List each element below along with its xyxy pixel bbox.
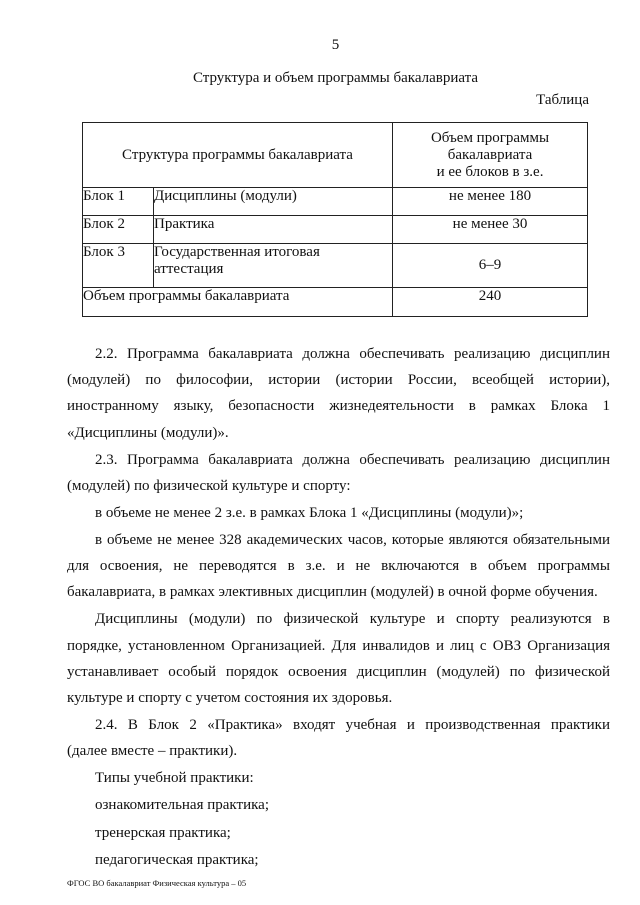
block-name-line: Дисциплины (модули) — [154, 188, 297, 204]
text-line: Дисциплины (модули) по физической культуре и спорту реализуются в — [95, 611, 610, 628]
text-line: тренерская практика; — [95, 824, 231, 841]
block-volume-cell: 6–9 — [393, 244, 588, 288]
text-line: культуре и спорту с учетом состояния их здоровья. — [67, 690, 393, 706]
text-line: 2.3. Программа бакалавриата должна обеспечивать реализацию дисциплин — [95, 451, 610, 468]
list-item-practice-type — [67, 792, 610, 818]
block-volume-cell: не менее 30 — [393, 216, 588, 244]
page-number: 5 — [331, 37, 340, 53]
table-row — [83, 244, 588, 288]
text-line: педагогическая практика; — [95, 851, 259, 868]
text-line: (далее вместе – практики). — [67, 743, 238, 760]
table-header-volume-line: бакалавриата — [447, 146, 533, 163]
table-header-volume-line: и ее блоков в з.е. — [436, 163, 544, 180]
paragraph-2-2 — [67, 341, 610, 446]
total-volume-cell: 240 — [393, 288, 588, 317]
block-name-line: Практика — [154, 216, 215, 232]
block-volume-cell: не менее 180 — [393, 188, 588, 216]
text-line: ознакомительная практика; — [95, 797, 269, 814]
text-line: бакалавриата, в рамках элективных дисциплин (модулей) в очной форме обучения. — [67, 584, 598, 601]
text-line: для освоения, не переводятся в з.е. и не включаются в объем программы — [67, 558, 610, 575]
block-name-cell — [154, 188, 393, 216]
text-line: (модулей) по физической культуре и спорту: — [67, 477, 351, 494]
document-title: Структура и объем программы бакалавриата — [192, 70, 479, 86]
total-label-cell: Объем программы бакалавриата — [83, 288, 393, 317]
text-line: 2.2. Программа бакалавриата должна обеспечивать реализацию дисциплин — [95, 346, 610, 362]
text-line: порядке, установленном Организацией. Для инвалидов и лиц с ОВЗ Организация — [67, 637, 610, 654]
paragraph-2-3 — [67, 447, 610, 499]
table-header-volume — [393, 123, 588, 188]
text-line: (модулей) по философии, истории (истории России, всеобщей истории), — [67, 372, 610, 389]
text-line: 2.4. В Блок 2 «Практика» входят учебная и производственная практики — [95, 717, 610, 734]
table-header-volume-line: Объем программы — [430, 129, 550, 146]
paragraph-pe-credits — [67, 500, 610, 526]
program-structure-table — [82, 122, 588, 317]
block-cell: Блок 1 — [83, 188, 154, 216]
table-total-row — [83, 288, 588, 317]
list-item-practice-type — [67, 847, 610, 873]
table-header-row — [83, 123, 588, 188]
paragraph-practice-types — [67, 765, 610, 791]
text-line: Типы учебной практики: — [95, 770, 254, 787]
text-line: иностранному языку, безопасности жизнедеятельности в рамках Блока 1 — [67, 398, 610, 415]
paragraph-pe-hours — [67, 527, 610, 606]
text-line: устанавливает особый порядок освоения дисциплин (модулей) по физической — [67, 663, 610, 680]
paragraph-pe-procedure — [67, 606, 610, 711]
paragraph-2-4 — [67, 712, 610, 764]
block-cell: Блок 3 — [83, 244, 154, 288]
block-name-cell — [154, 244, 393, 288]
text-line: «Дисциплины (модули)». — [67, 424, 229, 441]
table-row — [83, 188, 588, 216]
text-line: в объеме не менее 2 з.е. в рамках Блока 1 «Дисциплины (модули)»; — [95, 504, 524, 521]
text-line: в объеме не менее 328 академических часов, которые являются обязательными — [95, 531, 610, 548]
table-caption: Таблица — [536, 92, 589, 108]
table-row — [83, 216, 588, 244]
block-name-line: Государственная итоговая — [154, 244, 320, 260]
block-name-line: аттестация — [154, 261, 224, 277]
body-text — [67, 341, 610, 874]
block-name-cell — [154, 216, 393, 244]
table-header-structure: Структура программы бакалавриата — [83, 123, 393, 188]
list-item-practice-type — [67, 820, 610, 846]
block-cell: Блок 2 — [83, 216, 154, 244]
footer-note: ФГОС ВО бакалавриат Физическая культура – 05 — [67, 878, 247, 888]
